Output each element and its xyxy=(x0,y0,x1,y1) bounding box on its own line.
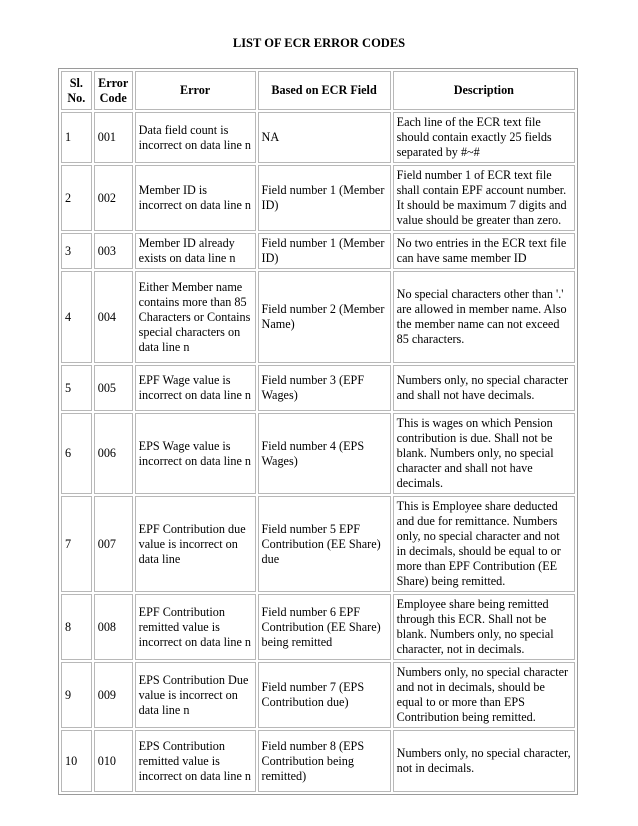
cell-field: Field number 8 (EPS Contribution being remitted) xyxy=(258,730,391,792)
cell-error-code: 005 xyxy=(94,365,133,411)
cell-field: NA xyxy=(258,112,391,163)
cell-field: Field number 1 (Member ID) xyxy=(258,165,391,231)
cell-field: Field number 1 (Member ID) xyxy=(258,233,391,269)
cell-description: This is Employee share deducted and due for remittance. Numbers only, no special character and not in decimals, should be equal to or more than EPF Contribution (EE Share) being remitted. xyxy=(393,496,575,592)
cell-error-code: 004 xyxy=(94,271,133,363)
cell-error: Data field count is incorrect on data line n xyxy=(135,112,256,163)
cell-description: No special characters other than '.' are allowed in member name. Also the member name can not exceed 85 characters. xyxy=(393,271,575,363)
cell-error: EPF Wage value is incorrect on data line n xyxy=(135,365,256,411)
cell-sl-no: 7 xyxy=(61,496,92,592)
cell-sl-no: 6 xyxy=(61,413,92,494)
table-header-row xyxy=(61,71,575,110)
table-row xyxy=(61,271,575,363)
cell-field: Field number 3 (EPF Wages) xyxy=(258,365,391,411)
table-row xyxy=(61,365,575,411)
cell-error: EPS Wage value is incorrect on data line n xyxy=(135,413,256,494)
cell-error-code: 009 xyxy=(94,662,133,728)
cell-field: Field number 2 (Member Name) xyxy=(258,271,391,363)
header-sl-no: Sl. No. xyxy=(61,71,92,110)
cell-field: Field number 4 (EPS Wages) xyxy=(258,413,391,494)
error-codes-table xyxy=(58,68,578,795)
cell-field: Field number 7 (EPS Contribution due) xyxy=(258,662,391,728)
cell-error-code: 006 xyxy=(94,413,133,494)
cell-error: Member ID is incorrect on data line n xyxy=(135,165,256,231)
table-row xyxy=(61,165,575,231)
cell-sl-no: 4 xyxy=(61,271,92,363)
table-row xyxy=(61,413,575,494)
page-title: LIST OF ECR ERROR CODES xyxy=(232,36,406,50)
cell-sl-no: 5 xyxy=(61,365,92,411)
header-description: Description xyxy=(393,71,575,110)
cell-sl-no: 1 xyxy=(61,112,92,163)
table-row xyxy=(61,496,575,592)
table-row xyxy=(61,730,575,792)
cell-description: Numbers only, no special character, not in decimals. xyxy=(393,730,575,792)
cell-error-code: 003 xyxy=(94,233,133,269)
cell-sl-no: 2 xyxy=(61,165,92,231)
cell-description: Numbers only, no special character and shall not have decimals. xyxy=(393,365,575,411)
table-row xyxy=(61,662,575,728)
cell-error-code: 002 xyxy=(94,165,133,231)
header-error-code: Error Code xyxy=(94,71,133,110)
cell-description: This is wages on which Pension contribution is due. Shall not be blank. Numbers only, no special character and shall not have decimals. xyxy=(393,413,575,494)
cell-description: No two entries in the ECR text file can have same member ID xyxy=(393,233,575,269)
cell-sl-no: 10 xyxy=(61,730,92,792)
cell-error-code: 007 xyxy=(94,496,133,592)
cell-description: Each line of the ECR text file should contain exactly 25 fields separated by #~# xyxy=(393,112,575,163)
cell-error: EPF Contribution remitted value is incorrect on data line n xyxy=(135,594,256,660)
cell-description: Numbers only, no special character and not in decimals, should be equal to or more than EPS Contribution being remitted. xyxy=(393,662,575,728)
cell-error-code: 001 xyxy=(94,112,133,163)
header-field: Based on ECR Field xyxy=(258,71,391,110)
header-error: Error xyxy=(135,71,256,110)
cell-sl-no: 9 xyxy=(61,662,92,728)
cell-error: Either Member name contains more than 85 Characters or Contains special characters on data line n xyxy=(135,271,256,363)
cell-field: Field number 5 EPF Contribution (EE Share) due xyxy=(258,496,391,592)
table-row xyxy=(61,594,575,660)
cell-field: Field number 6 EPF Contribution (EE Share) being remitted xyxy=(258,594,391,660)
cell-description: Field number 1 of ECR text file shall contain EPF account number. It should be maximum 7 digits and value should be greater than zero. xyxy=(393,165,575,231)
cell-sl-no: 8 xyxy=(61,594,92,660)
cell-error: EPF Contribution due value is incorrect on data line xyxy=(135,496,256,592)
cell-sl-no: 3 xyxy=(61,233,92,269)
cell-error: EPS Contribution remitted value is incorrect on data line n xyxy=(135,730,256,792)
cell-description: Employee share being remitted through this ECR. Shall not be blank. Numbers only, no special character, not in decimals. xyxy=(393,594,575,660)
cell-error-code: 008 xyxy=(94,594,133,660)
cell-error-code: 010 xyxy=(94,730,133,792)
cell-error: EPS Contribution Due value is incorrect on data line n xyxy=(135,662,256,728)
table-row xyxy=(61,112,575,163)
cell-error: Member ID already exists on data line n xyxy=(135,233,256,269)
table-row xyxy=(61,233,575,269)
